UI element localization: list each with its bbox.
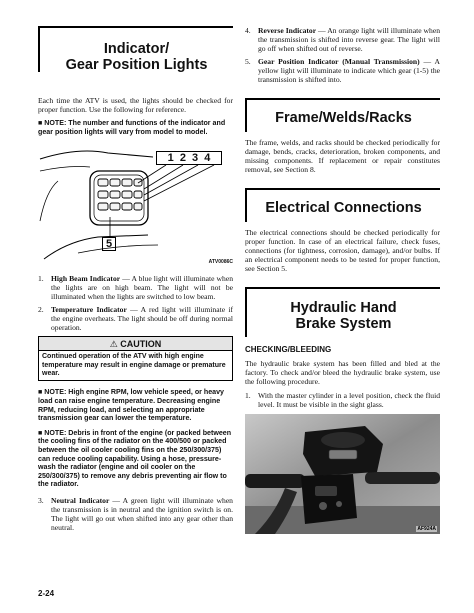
- term-gear-position: Gear Position Indicator (Manual Transmission): [258, 57, 420, 66]
- callout-number-bottom: 5: [102, 237, 116, 251]
- hydraulic-title-line2: Brake System: [295, 316, 392, 332]
- desc-temperature: — A red light will illuminate if the engine overheats. The light should be off during normal operation.: [51, 305, 233, 333]
- note-engine-rpm: ■ NOTE: High engine RPM, low vehicle speed, or heavy load can raise engine temperature. Decreasing engine RPM, reducing load, and selecting an appropriate transmission gear can lower the temperature.: [38, 388, 225, 423]
- list-item-neutral: [38, 496, 233, 532]
- caution-text: Continued operation of the ATV with high engine temperature may result in engine damage or premature wear.: [42, 353, 226, 377]
- list-number: 3.: [38, 495, 44, 505]
- term-high-beam: High Beam Indicator: [51, 274, 121, 284]
- term-neutral: Neutral Indicator: [51, 495, 110, 505]
- caution-box: [38, 336, 233, 381]
- checking-bleeding-heading: CHECKING/BLEEDING: [245, 345, 332, 354]
- note-debris: ■ NOTE: Debris in front of the engine (or packed between the cooling fins of the radiator on the 400/500 or packed between the oil cooler cooling fins on the 250/300/375) can reduce cooling capability. Using a hose, pressure-wash the radiator (engine and oil cooler on the 250/300/375) to remove any debris preventing air flow to the radiator.: [38, 428, 232, 489]
- list-item-temperature: [38, 305, 233, 332]
- list-item-gear-position: [245, 57, 440, 84]
- term-reverse: Reverse Indicator: [258, 26, 317, 35]
- indicator-heading-frame: [38, 26, 233, 72]
- electrical-heading-frame: [245, 188, 440, 222]
- photo-label: AF924A: [417, 526, 436, 532]
- list-number: 2.: [38, 305, 44, 315]
- list-number: 1.: [245, 391, 251, 400]
- master-cylinder-photo-drawing: [245, 414, 440, 534]
- desc-high-beam: — A blue light will illuminate when the lights are on high beam. The light will not be illuminated when the lights are switched to low beam.: [51, 274, 233, 302]
- indicator-title-line2: Gear Position Lights: [65, 57, 208, 73]
- master-cylinder-photo: [245, 414, 440, 534]
- desc-reverse: — An orange light will illuminate when the transmission is shifted into reverse gear. The light will go off when shifted out of reverse.: [258, 26, 440, 53]
- indicator-panel-figure: [38, 141, 233, 265]
- list-item-step1: [245, 391, 440, 409]
- list-number: 5.: [245, 57, 251, 66]
- list-item-reverse: [245, 26, 440, 53]
- list-number: 4.: [245, 26, 251, 35]
- electrical-title: Electrical Connections: [265, 200, 422, 216]
- term-temperature: Temperature Indicator: [51, 305, 127, 315]
- frame-heading-frame: [245, 98, 440, 132]
- list-number: 1.: [38, 274, 44, 284]
- desc-gear-position: — A yellow light will illuminate to indicate which gear (1-5) the transmission is shifted into.: [258, 57, 440, 84]
- indicator-intro: Each time the ATV is used, the lights should be checked for proper function. Use the following for reference.: [38, 96, 233, 114]
- hydraulic-heading-frame: [245, 287, 440, 337]
- desc-neutral: — A green light will illuminate when the transmission is in neutral and the ignition switch is on. The light will go out when shifted into any gear other than neutral.: [51, 495, 233, 532]
- frame-text: The frame, welds, and racks should be checked periodically for damage, bends, cracks, deterioration, broken components, and missing components. If replacement or repair constitutes removal, see Section 8.: [245, 138, 440, 174]
- electrical-text: The electrical connections should be checked periodically for proper function. In case of an electrical failure, check fuses, connections (for tightness, corrosion, damage), and/or bulbs. If an electrical component needs to be tested for proper function, see Section 5.: [245, 228, 440, 273]
- right-column: [245, 26, 440, 534]
- indicator-note-models: ■ NOTE: The number and functions of the indicator and gear position lights will vary from model to model.: [38, 119, 226, 136]
- list-item-high-beam: [38, 274, 233, 301]
- page-number: 2-24: [38, 589, 55, 598]
- step1-text: With the master cylinder in a level position, check the fluid level. It must be visible in the sight glass.: [258, 391, 440, 409]
- hydraulic-text: The hydraulic brake system has been filled and bled at the factory. To check and/or bleed the hydraulic brake system, use the following procedure.: [245, 359, 440, 386]
- frame-title: Frame/Welds/Racks: [275, 110, 412, 126]
- hydraulic-title-line1: Hydraulic Hand: [290, 300, 397, 316]
- figure-label: ATV0086C: [208, 259, 233, 266]
- indicator-title-line1: Indicator/: [103, 41, 170, 57]
- callout-numbers-top: 1 2 3 4: [156, 151, 222, 165]
- caution-heading: ⚠ CAUTION: [39, 337, 232, 351]
- left-column: [38, 26, 233, 532]
